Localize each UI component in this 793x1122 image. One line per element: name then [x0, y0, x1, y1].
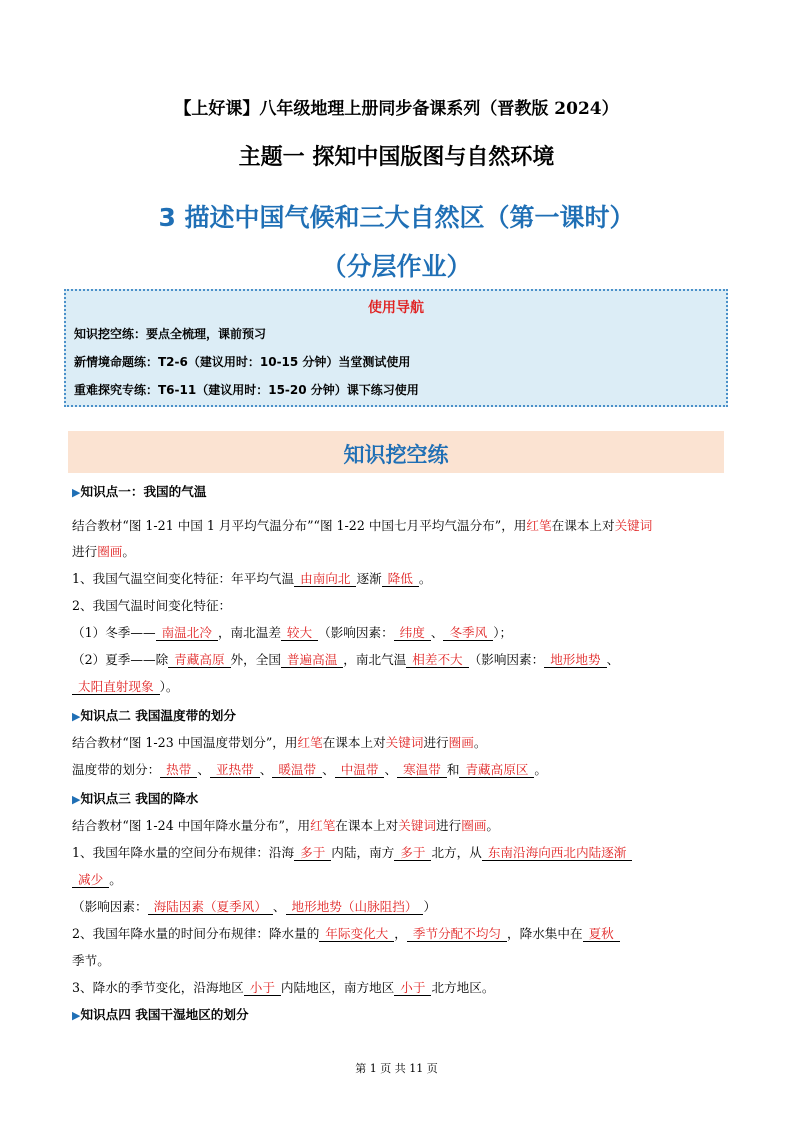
kp2-zones: 温度带的划分： 热带 、 亚热带 、 暖温带 、 中温带 、 寒温带 和 青藏高原区 。 [72, 762, 547, 777]
answer-blank: 由南向北 [294, 571, 356, 587]
answer-blank: 小于 [244, 980, 281, 996]
answer-blank: 寒温带 [397, 762, 447, 778]
kp3-q1: 1、我国年降水量的空间分布规律：沿海 多于 内陆，南方 多于 北方，从 东南沿海向西北内陆逐渐 [72, 845, 632, 861]
answer-blank: 季节分配不均匀 [407, 926, 507, 942]
answer-blank: 小于 [394, 980, 431, 996]
triangle-bullet-icon: ▶ [72, 710, 81, 723]
answer-blank: 东南沿海向西北内陆逐渐 [482, 845, 633, 861]
kp3-heading: ▶知识点三 我国的降水 [72, 791, 199, 806]
answer-blank: 纬度 [394, 625, 431, 641]
answer-blank: 地形地势 [544, 652, 606, 668]
triangle-bullet-icon: ▶ [72, 486, 81, 499]
kp2-intro: 结合教材“图 1-23 中国温度带划分”，用红笔在课本上对关键词进行圈画。 [72, 735, 487, 750]
kp3-factors: （影响因素： 海陆因素（夏季风） 、 地形地势（山脉阻挡） ） [72, 899, 437, 914]
kp1-summer-cont: 太阳直射现象 ）。 [72, 679, 178, 695]
kp1-heading: ▶知识点一：我国的气温 [72, 484, 207, 499]
answer-blank: 多于 [294, 845, 331, 861]
answer-blank: 夏秋 [583, 926, 620, 942]
kp1-winter: （1）冬季—— 南温北冷 ，南北温差 较大 （影响因素： 纬度 、 冬季风 ）； [72, 625, 513, 640]
nav-line-2: 新情境命题练：T2-6（建议用时：10-15 分钟）当堂测试使用 [74, 355, 411, 369]
section-title: 知识挖空练 [343, 443, 449, 467]
answer-blank: 暖温带 [272, 762, 322, 778]
answer-blank: 多于 [394, 845, 431, 861]
kp1-summer: （2）夏季——除 青藏高原 外，全国 普遍高温 ，南北气温 相差不大 （影响因素： 地形地势 、 [72, 652, 620, 667]
kp4-heading: ▶知识点四 我国干湿地区的划分 [72, 1007, 249, 1022]
kp1-intro-cont: 进行圈画。 [72, 544, 135, 559]
answer-blank: 较大 [281, 625, 318, 641]
answer-blank: 相差不大 [406, 652, 468, 668]
section-band [68, 431, 724, 473]
answer-blank: 减少 [72, 872, 109, 888]
kp3-q1-cont: 减少 。 [72, 872, 122, 888]
series-title: 【上好课】八年级地理上册同步备课系列（晋教版 2024） [174, 99, 619, 119]
answer-blank: 年际变化大 [319, 926, 394, 942]
kp3-q3: 3、降水的季节变化，沿海地区 小于 内陆地区，南方地区 小于 北方地区。 [72, 980, 495, 995]
kp3-q2: 2、我国年降水量的时间分布规律：降水量的 年际变化大 ， 季节分配不均匀 ，降水集中在 夏秋 [72, 926, 620, 942]
lesson-title: 3 描述中国气候和三大自然区（第一课时） [158, 203, 635, 232]
answer-blank: 地形地势（山脉阻挡） [286, 899, 424, 915]
answer-blank: 南温北冷 [156, 625, 218, 641]
nav-line-1: 知识挖空练：要点全梳理，课前预习 [74, 327, 267, 341]
answer-blank: 冬季风 [443, 625, 493, 641]
lesson-subtitle: （分层作业） [321, 252, 472, 281]
nav-title: 使用导航 [368, 300, 424, 316]
kp1-q1: 1、我国气温空间变化特征：年平均气温 由南向北 逐渐 降低 。 [72, 571, 432, 586]
kp1-q2: 2、我国气温时间变化特征： [72, 598, 232, 613]
kp3-intro: 结合教材“图 1-24 中国年降水量分布”，用红笔在课本上对关键词进行圈画。 [72, 818, 499, 833]
answer-blank: 青藏高原 [168, 652, 230, 668]
usage-navigation-box [64, 289, 728, 407]
kp2-heading: ▶知识点二 我国温度带的划分 [72, 708, 236, 723]
answer-blank: 降低 [382, 571, 419, 587]
answer-blank: 中温带 [335, 762, 385, 778]
triangle-bullet-icon: ▶ [72, 1009, 81, 1022]
triangle-bullet-icon: ▶ [72, 793, 81, 806]
answer-blank: 热带 [160, 762, 197, 778]
answer-blank: 海陆因素（夏季风） [148, 899, 273, 915]
answer-blank: 普遍高温 [281, 652, 343, 668]
answer-blank: 亚热带 [210, 762, 260, 778]
answer-blank: 青藏高原区 [459, 762, 534, 778]
kp1-intro: 结合教材“图 1-21 中国 1 月平均气温分布”“图 1-22 中国七月平均气温分布”，用红笔在课本上对关键词 [72, 518, 653, 533]
page-footer: 第 1 页 共 11 页 [355, 1062, 438, 1075]
nav-line-3: 重难探究专练：T6-11（建议用时：15-20 分钟）课下练习使用 [74, 383, 419, 397]
theme-title: 主题一 探知中国版图与自然环境 [238, 145, 555, 170]
answer-blank: 太阳直射现象 [72, 679, 160, 695]
kp3-q2-cont: 季节。 [72, 953, 110, 968]
